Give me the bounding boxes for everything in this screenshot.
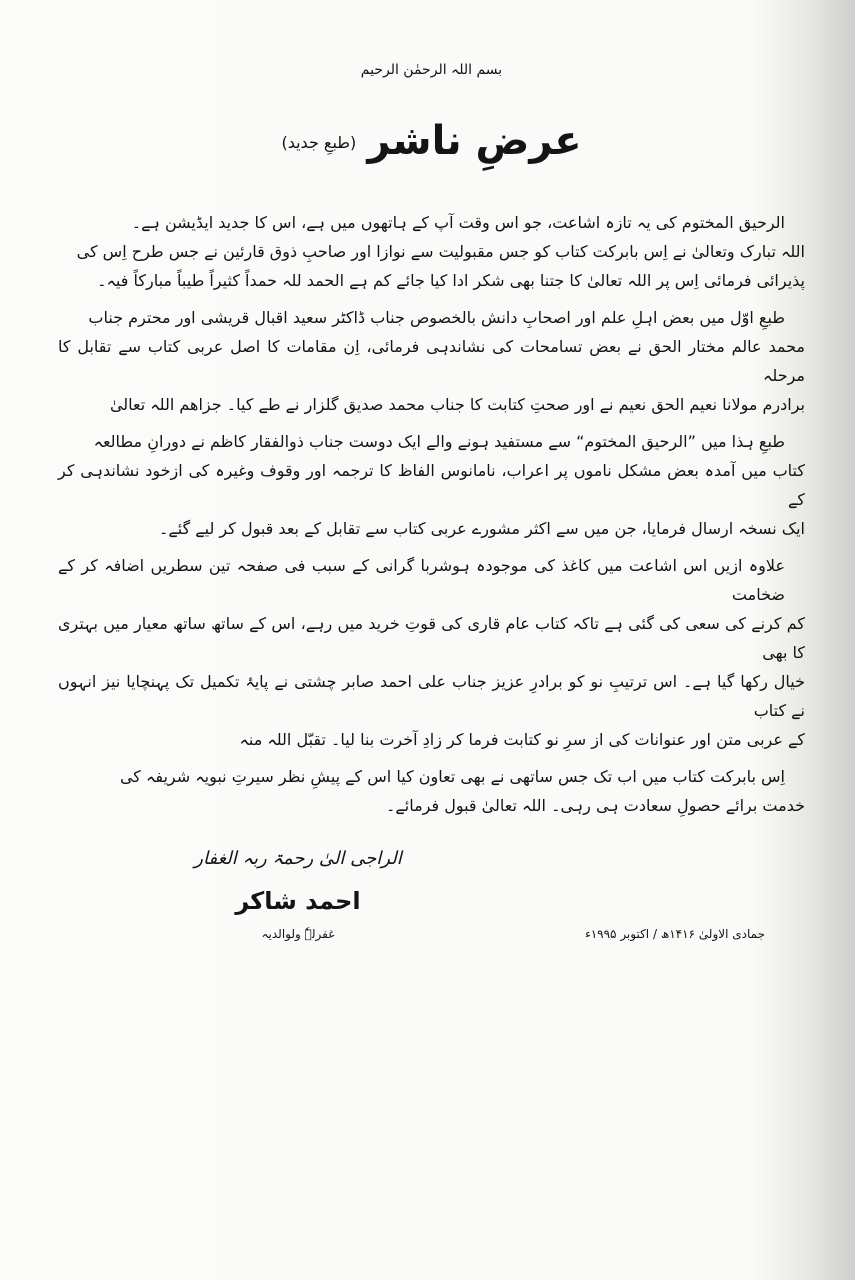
- date: جمادی الاولیٰ ۱۴۱۶ھ / اکتوبر ۱۹۹۵ء: [585, 927, 765, 941]
- text-line: کم کرنے کی سعی کی گئی ہے تاکہ کتاب عام قاری کی قوتِ خرید میں رہے، اس کے ساتھ ساتھ معیار میں بہتری کا بھی: [58, 614, 805, 662]
- text-line: خدمت برائے حصولِ سعادت ہی رہی۔ اللہ تعالیٰ قبول فرمائے۔: [385, 796, 805, 815]
- text-line: پذیرائی فرمائی اِس پر اللہ تعالیٰ کا جتنا بھی شکر ادا کیا جائے کم ہے الحمد للہ حمداً کثیراً طیباً مبارکاً فیہ۔: [97, 271, 805, 290]
- page-heading: [58, 118, 805, 164]
- body-text: [58, 208, 805, 820]
- text-line: طبعِ اوّل میں بعض اہلِ علم اور اصحابِ دانش بالخصوص جناب ڈاکٹر سعید اقبال قریشی اور محترم جناب: [88, 308, 785, 327]
- paragraph: [58, 551, 805, 754]
- page-subtitle: (طبعِ جدید): [281, 132, 357, 152]
- bismillah: بسم اللہ الرحمٰن الرحیم: [360, 62, 503, 78]
- text-line: الرحیق المختوم کی یہ تازہ اشاعت، جو اس وقت آپ کے ہاتھوں میں ہے، اس کا جدید ایڈیشن ہے۔: [131, 213, 785, 232]
- signature-closing: الراجی الیٰ رحمۃ ربہ الغفار: [194, 848, 402, 869]
- text-line: کتاب میں آمدہ بعض مشکل ناموں پر اعراب، نامانوس الفاظ کا ترجمہ اور وقوف وغیرہ کی ازخود نشاندہی کر کے: [58, 461, 805, 509]
- text-line: اِس بابرکت کتاب میں اب تک جس ساتھی نے بھی تعاون کیا اس کے پیشِ نظر سیرتِ نبویہ شریفہ کی: [119, 767, 785, 786]
- paragraph: [58, 208, 805, 295]
- signature-block: [168, 848, 428, 941]
- text-line: محمد عالم مختار الحق نے بعض تسامحات کی نشاندہی فرمائی، اِن مقامات کا اصل عربی کتاب سے تقابل کا مرحلہ: [58, 337, 805, 385]
- paragraph: [58, 303, 805, 419]
- signature-name: احمد شاکر: [235, 887, 361, 915]
- paragraph: [58, 762, 805, 820]
- paragraph: [58, 427, 805, 543]
- text-line: اللہ تبارک وتعالیٰ نے اِس بابرکت کتاب کو جس مقبولیت سے نوازا اور صاحبِ ذوق قارئین نے جس طرح اِس کی: [76, 242, 805, 261]
- text-line: برادرم مولانا نعیم الحق نعیم نے اور صحتِ کتابت کا جناب محمد صدیق گلزار نے طے کیا۔ جزاھم اللہ تعالیٰ: [109, 395, 805, 414]
- page-title: عرضِ ناشر: [367, 118, 582, 164]
- text-line: خیال رکھا گیا ہے۔ اس ترتیبِ نو کو برادرِ عزیز جناب علی احمد صابر چشتی نے پایۂ تکمیل تک پہنچایا نیز انہوں نے کتاب: [58, 672, 805, 720]
- text-line: کے عربی متن اور عنوانات کی از سرِ نو کتابت فرما کر زادِ آخرت بنا لیا۔ تقبّل اللہ منہ: [239, 730, 805, 749]
- text-line: ایک نسخہ ارسال فرمایا، جن میں سے اکثر مشورے عربی کتاب سے تقابل کے بعد قبول کر لیے گئے۔: [158, 519, 805, 538]
- page-footer: [58, 848, 805, 941]
- text-line: طبعِ ہذا میں ”الرحیق المختوم“ سے مستفید ہونے والے ایک دوست جناب ذوالفقار کاظم نے دورانِ مطالعہ: [93, 432, 785, 451]
- signature-prayer: غفرلہٗ ولوالدیہ: [261, 927, 335, 941]
- text-line: علاوہ ازیں اس اشاعت میں کاغذ کی موجودہ ہوشربا گرانی کے سبب فی صفحہ تین سطریں اضافہ کر کے ضخامت: [58, 556, 785, 604]
